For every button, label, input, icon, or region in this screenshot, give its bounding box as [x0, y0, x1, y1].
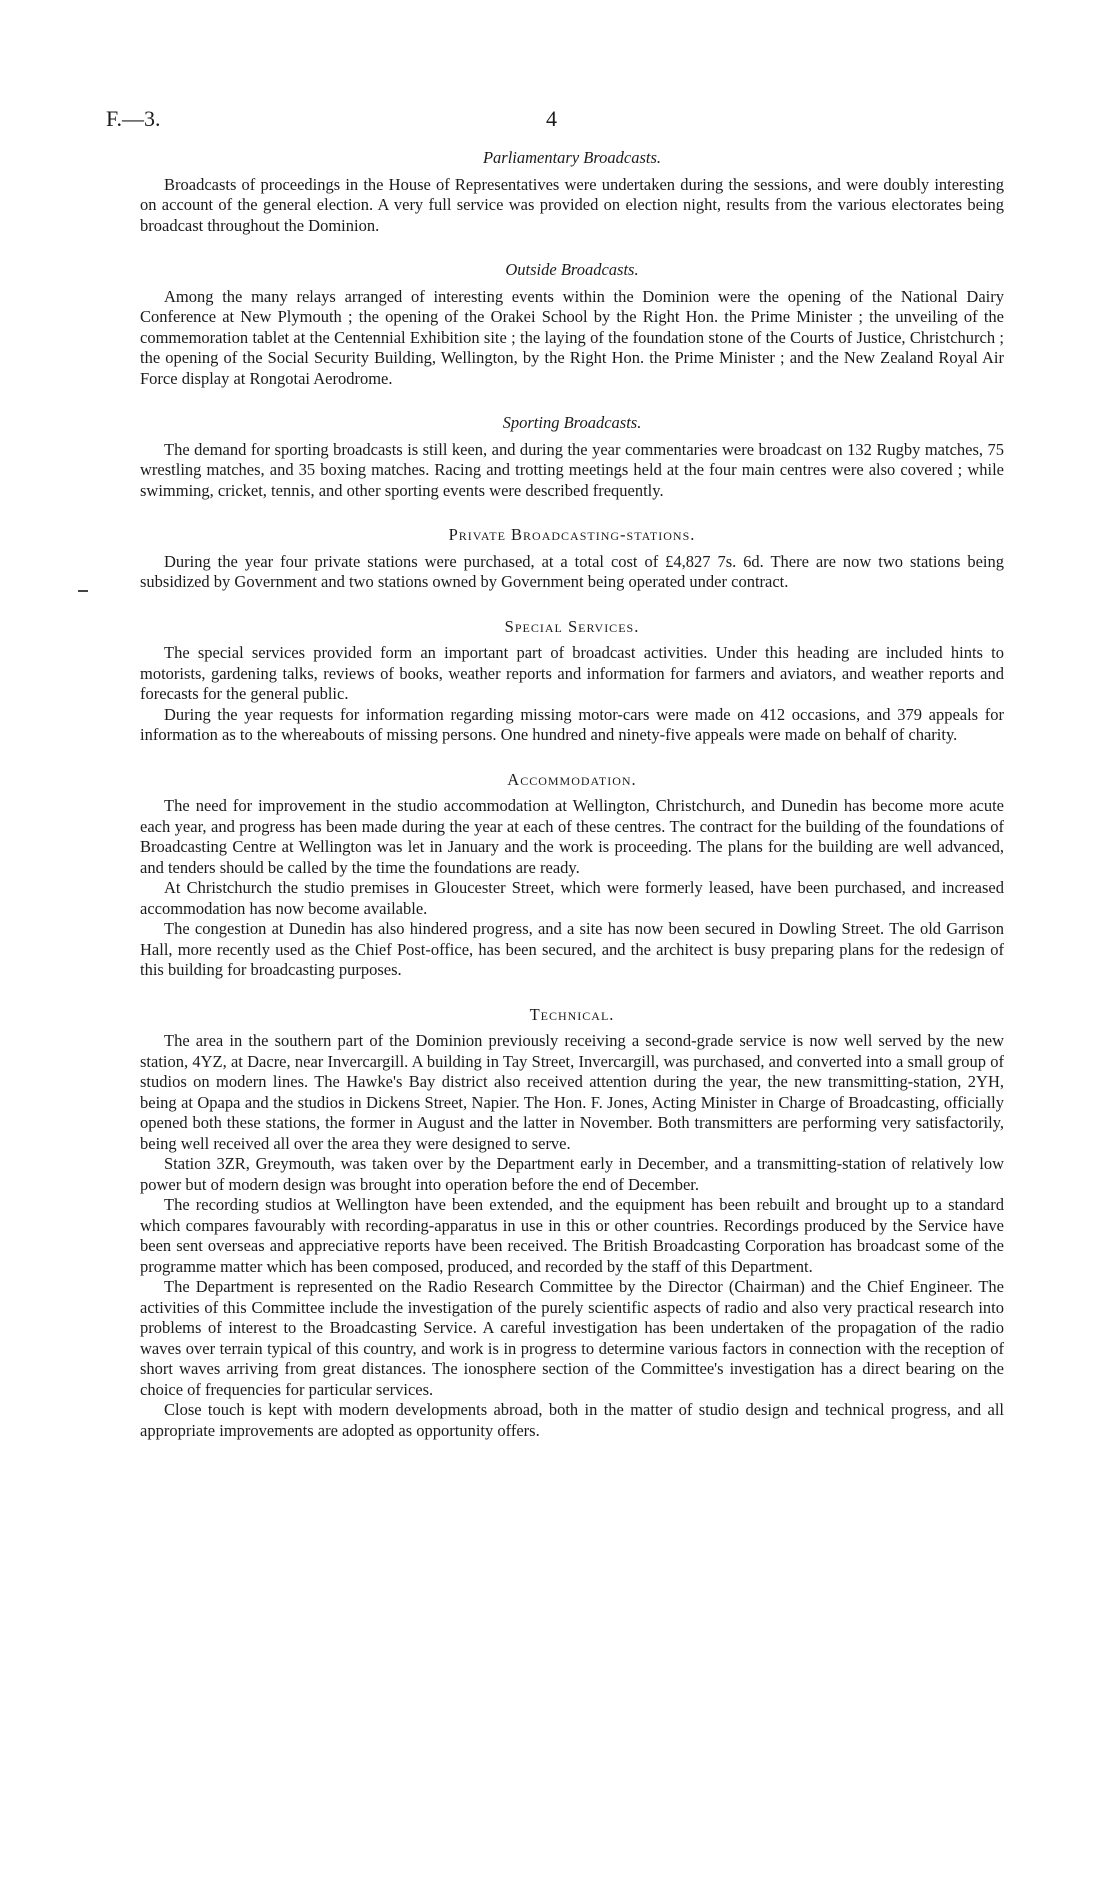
section-sporting-broadcasts	[140, 413, 1004, 501]
paragraph: The Department is represented on the Radio Research Committee by the Director (Chairman) and the Chief Engineer. The activities of this Committee include the investigation of the purely scientific aspects of radio and also very practical research into problems of interest to the Broadcasting Service. A careful investigation has been undertaken of the propagation of the radio waves over terrain typical of this country, and work is in progress to determine various factors in connection with the reception of short waves arriving from great distances. The ionosphere section of the Committee's investigation has a direct bearing on the choice of frequencies for particular services.	[140, 1277, 1004, 1399]
section-special-services	[140, 617, 1004, 746]
paragraph: Station 3ZR, Greymouth, was taken over by the Department early in December, and a transmitting-station of relatively low power but of modern design was brought into operation before the end of December.	[140, 1154, 1004, 1194]
paragraph: The special services provided form an important part of broadcast activities. Under this heading are included hints to motorists, gardening talks, reviews of books, weather reports and information for farmers and aviators, and weather reports and forecasts for the general public.	[140, 643, 1004, 703]
paragraph: The recording studios at Wellington have been extended, and the equipment has been rebuilt and brought up to a standard which compares favourably with recording-apparatus in use in this or other countries. Recordings produced by the Service have been sent overseas and appreciative reports have been received. The British Broadcasting Corporation has broadcast some of the programme matter which has been composed, produced, and recorded by the staff of this Department.	[140, 1195, 1004, 1276]
section-parliamentary-broadcasts	[140, 148, 1004, 236]
page-header	[106, 106, 1006, 132]
paragraph: The congestion at Dunedin has also hindered progress, and a site has now been secured in Dowling Street. The old Garrison Hall, more recently used as the Chief Post-office, has been secured, and the architect is busy preparing plans for the redesign of this building for broadcasting purposes.	[140, 919, 1004, 979]
paragraph: Broadcasts of proceedings in the House of Representatives were undertaken during the sessions, and were doubly interesting on account of the general election. A very full service was provided on election night, results from the various electorates being broadcast throughout the Dominion.	[140, 174, 1004, 235]
paragraph: During the year requests for information regarding missing motor-cars were made on 412 occasions, and 379 appeals for information as to the whereabouts of missing persons. One hundred and ninety-five appeals were made on behalf of charity.	[140, 704, 1004, 744]
page-number: 4	[546, 106, 557, 131]
paragraph: The area in the southern part of the Dominion previously receiving a second-grade service is now well served by the new station, 4YZ, at Dacre, near Invercargill. A building in Tay Street, Invercargill, was purchased, and converted into a small group of studios on modern lines. The Hawke's Bay district also received attention during the year, the new transmitting-station, 2YH, being at Opapa and the studios in Dickens Street, Napier. The Hon. F. Jones, Acting Minister in Charge of Broadcasting, officially opened both these stations, the former in August and the latter in November. Both transmitters are performing very satisfactorily, being well received all over the area they were designed to serve.	[140, 1031, 1004, 1153]
section-heading: Parliamentary Broadcasts.	[482, 148, 662, 167]
paragraph: At Christchurch the studio premises in Gloucester Street, which were formerly leased, have been purchased, and increased accommodation has now become available.	[140, 878, 1004, 918]
document-body	[140, 148, 1004, 1465]
section-heading: Special Services.	[504, 616, 640, 636]
section-technical	[140, 1005, 1004, 1442]
section-accommodation	[140, 770, 1004, 981]
section-heading: Sporting Broadcasts.	[502, 413, 642, 432]
section-heading: Accommodation.	[507, 769, 637, 789]
section-private-broadcasting-stations	[140, 525, 1004, 593]
section-outside-broadcasts	[140, 260, 1004, 389]
paragraph: The demand for sporting broadcasts is still keen, and during the year commentaries were broadcast on 132 Rugby matches, 75 wrestling matches, and 35 boxing matches. Racing and trotting meetings held at the four main centres were also covered ; while swimming, cricket, tennis, and other sporting events were described frequently.	[140, 439, 1004, 500]
paragraph: Among the many relays arranged of interesting events within the Dominion were the opening of the National Dairy Conference at New Plymouth ; the opening of the Orakei School by the Right Hon. the Prime Minister ; the unveiling of the commemoration tablet at the Centennial Exhibition site ; the laying of the foundation stone of the Courts of Justice, Christchurch ; the opening of the Social Security Building, Wellington, by the Right Hon. the Prime Minister ; and the New Zealand Royal Air Force display at Rongotai Aerodrome.	[140, 286, 1004, 388]
section-heading: Technical.	[529, 1004, 615, 1024]
paragraph: During the year four private stations were purchased, at a total cost of £4,827 7s. 6d. There are now two stations being subsidized by Government and two stations owned by Government being operated under contract.	[140, 551, 1004, 591]
document-reference: F.—3.	[106, 106, 161, 131]
paragraph: Close touch is kept with modern developments abroad, both in the matter of studio design and technical progress, and all appropriate improvements are adopted as opportunity offers.	[140, 1400, 1004, 1440]
margin-mark	[78, 590, 88, 592]
section-heading: Outside Broadcasts.	[505, 260, 639, 279]
paragraph: The need for improvement in the studio accommodation at Wellington, Christchurch, and Dunedin has become more acute each year, and progress has been made during the year at each of these centres. The contract for the building of the foundations of Broadcasting Centre at Wellington was let in January and the work is proceeding. The plans for the building are well advanced, and tenders should be called by the time the foundations are ready.	[140, 796, 1004, 877]
section-heading: Private Broadcasting-stations.	[448, 525, 696, 544]
